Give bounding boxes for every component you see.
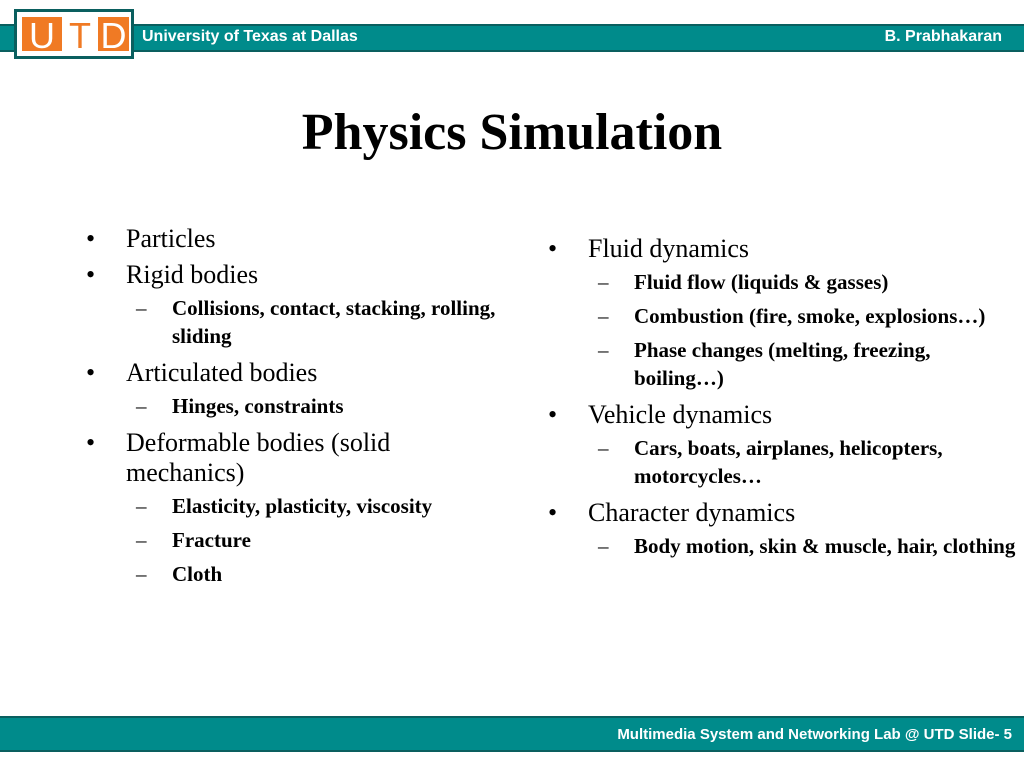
bullet-item — [548, 234, 1018, 392]
logo-letter-d: D — [96, 15, 131, 53]
sub-bullet-list — [588, 532, 1018, 560]
utd-logo — [14, 9, 134, 59]
sub-bullet-item — [588, 532, 1018, 560]
sub-bullet-text: Cars, boats, airplanes, helicopters, motorcycles… — [634, 436, 943, 488]
author-name: B. Prabhakaran — [884, 28, 1002, 45]
sub-bullet-list — [588, 268, 1018, 392]
dash-glyph: – — [598, 338, 609, 362]
dash-glyph: – — [598, 270, 609, 294]
bullet-text: Particles — [126, 224, 216, 253]
sub-bullet-text: Elasticity, plasticity, viscosity — [172, 494, 433, 518]
bullet-item — [86, 224, 506, 254]
dash-glyph: – — [136, 528, 147, 552]
footer-bar — [0, 716, 1024, 752]
bullet-glyph: • — [548, 400, 558, 429]
logo-letter-u: U — [20, 15, 64, 53]
bullet-glyph: • — [86, 358, 96, 387]
sub-bullet-list — [588, 434, 1018, 490]
university-name: University of Texas at Dallas — [142, 28, 358, 45]
right-bullet-list — [548, 234, 1018, 560]
bullet-item — [86, 260, 506, 350]
bullet-item — [548, 498, 1018, 560]
sub-bullet-item — [126, 526, 506, 554]
dash-glyph: – — [598, 304, 609, 328]
bullet-text: Character dynamics — [588, 498, 796, 527]
dash-glyph: – — [136, 394, 147, 418]
dash-glyph: – — [136, 494, 147, 518]
sub-bullet-item — [588, 268, 1018, 296]
bullet-item — [86, 428, 506, 588]
sub-bullet-text: Hinges, constraints — [172, 394, 344, 418]
sub-bullet-list — [126, 294, 506, 350]
sub-bullet-text: Fracture — [172, 528, 251, 552]
logo-letter-t: T — [64, 15, 96, 53]
bullet-glyph: • — [86, 428, 96, 457]
bullet-text: Deformable bodies (solid mechanics) — [126, 428, 391, 487]
bullet-text: Fluid dynamics — [588, 234, 750, 263]
sub-bullet-list — [126, 392, 506, 420]
bullet-item — [548, 400, 1018, 490]
bullet-item — [86, 358, 506, 420]
dash-glyph: – — [598, 436, 609, 460]
footer-text: Multimedia System and Networking Lab @ UTD Slide- 5 — [617, 726, 1012, 743]
slide-title: Physics Simulation — [301, 104, 723, 161]
sub-bullet-text: Phase changes (melting, freezing, boiling…) — [634, 338, 931, 390]
sub-bullet-item — [588, 434, 1018, 490]
sub-bullet-item — [126, 492, 506, 520]
left-column — [86, 224, 506, 596]
sub-bullet-item — [126, 560, 506, 588]
sub-bullet-item — [588, 302, 1018, 330]
header-bar — [0, 24, 1024, 52]
sub-bullet-text: Collisions, contact, stacking, rolling, sliding — [172, 296, 496, 348]
bullet-text: Rigid bodies — [126, 260, 259, 289]
sub-bullet-list — [126, 492, 506, 588]
dash-glyph: – — [136, 296, 147, 320]
sub-bullet-text: Cloth — [172, 562, 223, 586]
bullet-text: Vehicle dynamics — [588, 400, 773, 429]
sub-bullet-text: Fluid flow (liquids & gasses) — [634, 270, 889, 294]
left-bullet-list — [86, 224, 506, 588]
sub-bullet-text: Body motion, skin & muscle, hair, clothing — [634, 534, 1016, 558]
sub-bullet-item — [126, 392, 506, 420]
bullet-glyph: • — [86, 260, 96, 289]
sub-bullet-item — [126, 294, 506, 350]
dash-glyph: – — [136, 562, 147, 586]
bullet-glyph: • — [548, 234, 558, 263]
sub-bullet-item — [588, 336, 1018, 392]
bullet-glyph: • — [548, 498, 558, 527]
bullet-glyph: • — [86, 224, 96, 253]
right-column — [548, 234, 1018, 568]
dash-glyph: – — [598, 534, 609, 558]
sub-bullet-text: Combustion (fire, smoke, explosions…) — [634, 304, 986, 328]
bullet-text: Articulated bodies — [126, 358, 318, 387]
